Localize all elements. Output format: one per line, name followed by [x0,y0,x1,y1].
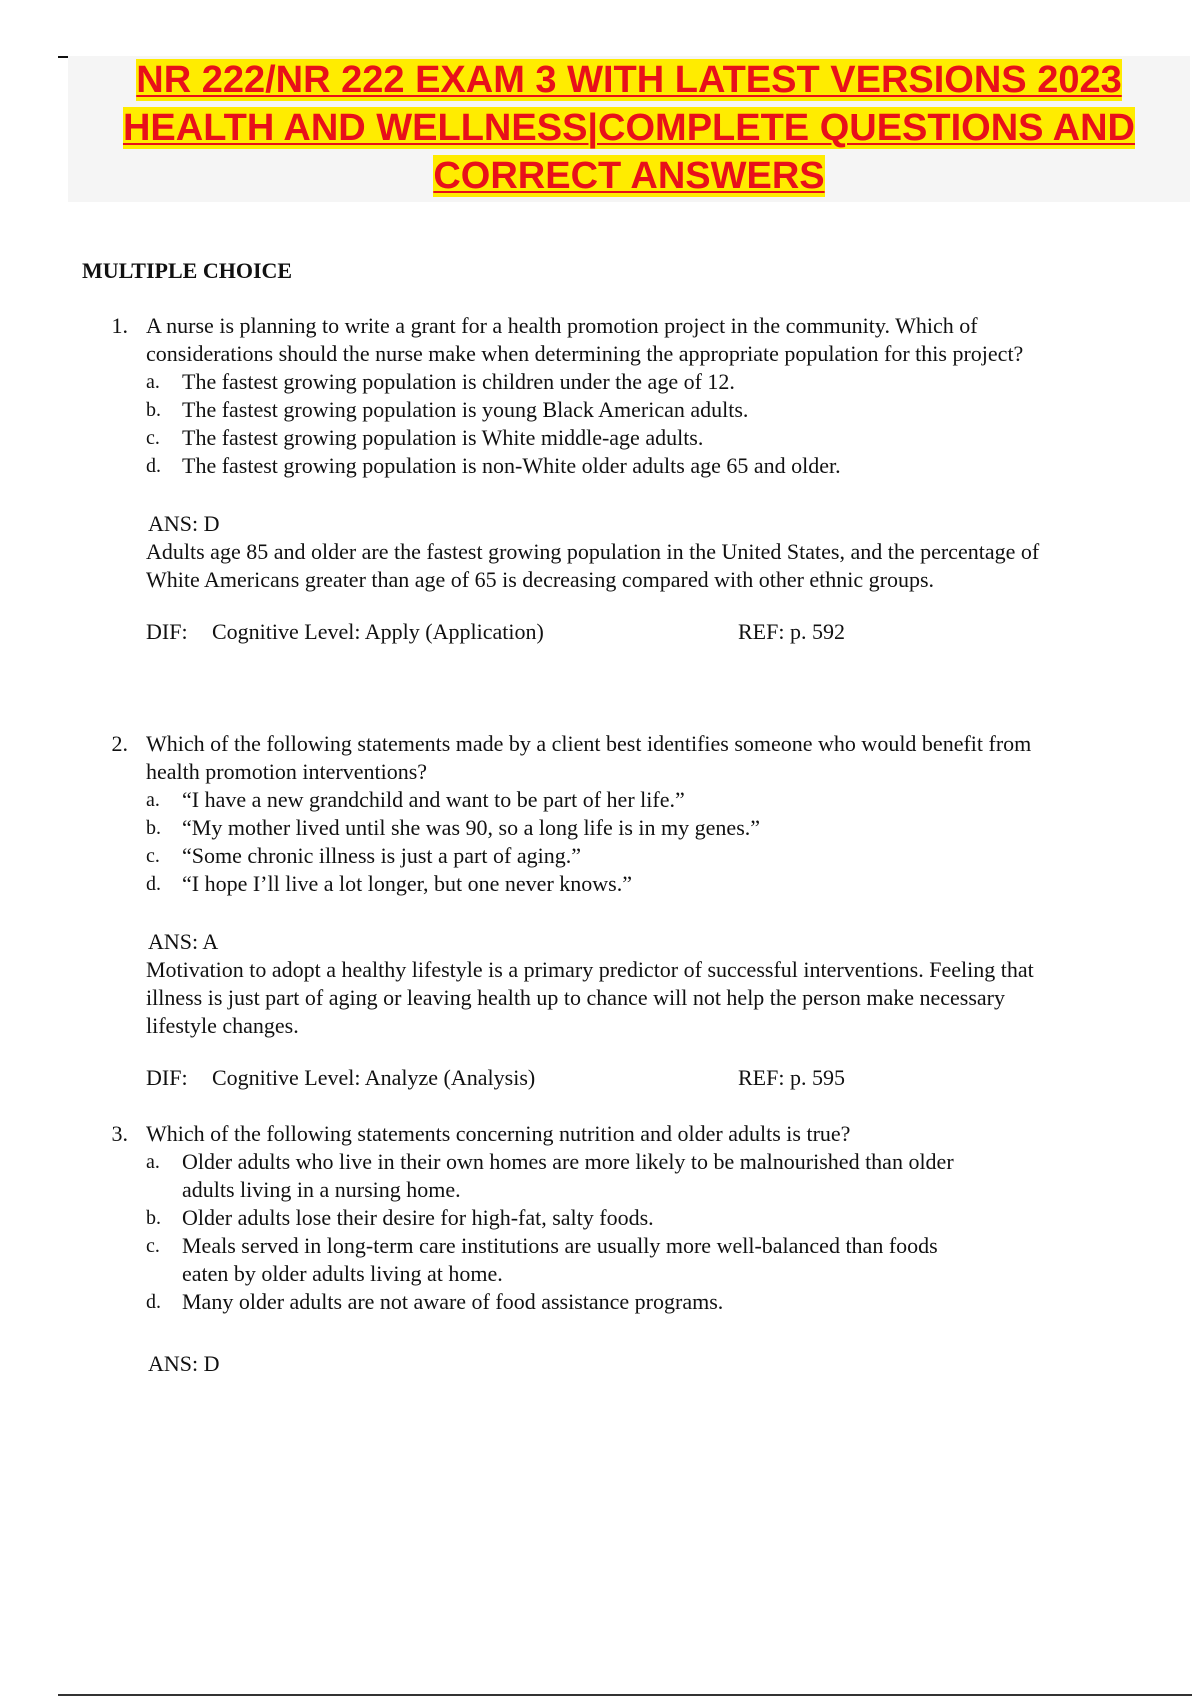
question-text: A nurse is planning to write a grant for a health promotion project in the community. Which of considerations should the nurse make when determining the appropriate population for this project? [146,313,1024,366]
option-c [146,1232,1082,1288]
option-text: Many older adults are not aware of food assistance programs. [182,1289,724,1314]
option-letter: a. [146,789,160,811]
option-b [146,814,1082,842]
option-letter: b. [146,399,161,421]
option-letter: c. [146,427,160,449]
option-letter: d. [146,1291,161,1313]
option-d [146,452,1082,480]
option-a [146,786,1082,814]
option-letter: d. [146,873,161,895]
section-heading: MULTIPLE CHOICE [82,258,293,283]
page-reference: REF: p. 595 [738,1065,845,1090]
title-line-1: NR 222/NR 222 EXAM 3 WITH LATEST VERSIONS 2023 [136,59,1122,101]
option-b [146,1204,1082,1232]
question-metadata [146,1064,1082,1092]
option-d [146,1288,1082,1316]
question-text: Which of the following statements made by a client best identifies someone who would benefit from health promotion interventions? [146,731,1032,784]
option-a [146,1148,1082,1204]
option-text: “My mother lived until she was 90, so a long life is in my genes.” [182,815,761,840]
option-text: The fastest growing population is young Black American adults. [182,397,749,422]
cognitive-level: Cognitive Level: Apply (Application) [212,619,544,644]
question-number: 1. [111,313,128,338]
answer-key: ANS: A [148,929,219,954]
question-2 [82,730,1082,1092]
question-number: 2. [111,731,128,756]
answer-block [146,928,1082,1092]
document-title [68,56,1190,200]
option-text: Older adults who live in their own homes are more likely to be malnourished than older adults living in a nursing home. [182,1149,954,1202]
option-letter: a. [146,371,160,393]
question-number: 3. [111,1121,128,1146]
document-title-block [68,56,1190,202]
answer-block [146,1350,1082,1378]
option-c [146,842,1082,870]
question-3 [82,1120,1082,1378]
option-text: The fastest growing population is White middle-age adults. [182,425,704,450]
page-bottom-rule [58,1694,1192,1696]
question-text: Which of the following statements concerning nutrition and older adults is true? [146,1121,851,1146]
option-letter: c. [146,1235,160,1257]
question-1 [82,312,1082,646]
option-letter: d. [146,455,161,477]
question-metadata [146,618,1082,646]
difficulty-label: DIF: [146,619,188,644]
cognitive-level: Cognitive Level: Analyze (Analysis) [212,1065,536,1090]
option-letter: a. [146,1151,160,1173]
answer-key: ANS: D [148,511,220,536]
option-text: The fastest growing population is children under the age of 12. [182,369,735,394]
option-text: “Some chronic illness is just a part of aging.” [182,843,581,868]
answer-key: ANS: D [148,1351,220,1376]
answer-rationale: Motivation to adopt a healthy lifestyle is a primary predictor of successful interventions. Feeling that illness is just part of aging or leaving health up to chance will not help the person make necessary lifestyle changes. [146,957,1034,1038]
option-letter: c. [146,845,160,867]
difficulty-label: DIF: [146,1065,188,1090]
page-reference: REF: p. 592 [738,619,845,644]
option-letter: b. [146,817,161,839]
option-text: Older adults lose their desire for high-fat, salty foods. [182,1205,654,1230]
option-c [146,424,1082,452]
option-a [146,368,1082,396]
answer-block [146,510,1082,646]
title-line-2: HEALTH AND WELLNESS|COMPLETE QUESTIONS AND [122,107,1135,149]
answer-rationale: Adults age 85 and older are the fastest growing population in the United States, and the percentage of White Americans greater than age of 65 is decreasing compared with other ethnic groups. [146,539,1040,592]
option-letter: b. [146,1207,161,1229]
title-line-3: CORRECT ANSWERS [433,155,825,197]
option-b [146,396,1082,424]
option-text: Meals served in long-term care institutions are usually more well-balanced than foods eaten by older adults living at home. [182,1233,938,1286]
option-text: The fastest growing population is non-White older adults age 65 and older. [182,453,841,478]
option-text: “I have a new grandchild and want to be part of her life.” [182,787,685,812]
option-d [146,870,1082,898]
option-text: “I hope I’ll live a lot longer, but one never knows.” [182,871,632,896]
